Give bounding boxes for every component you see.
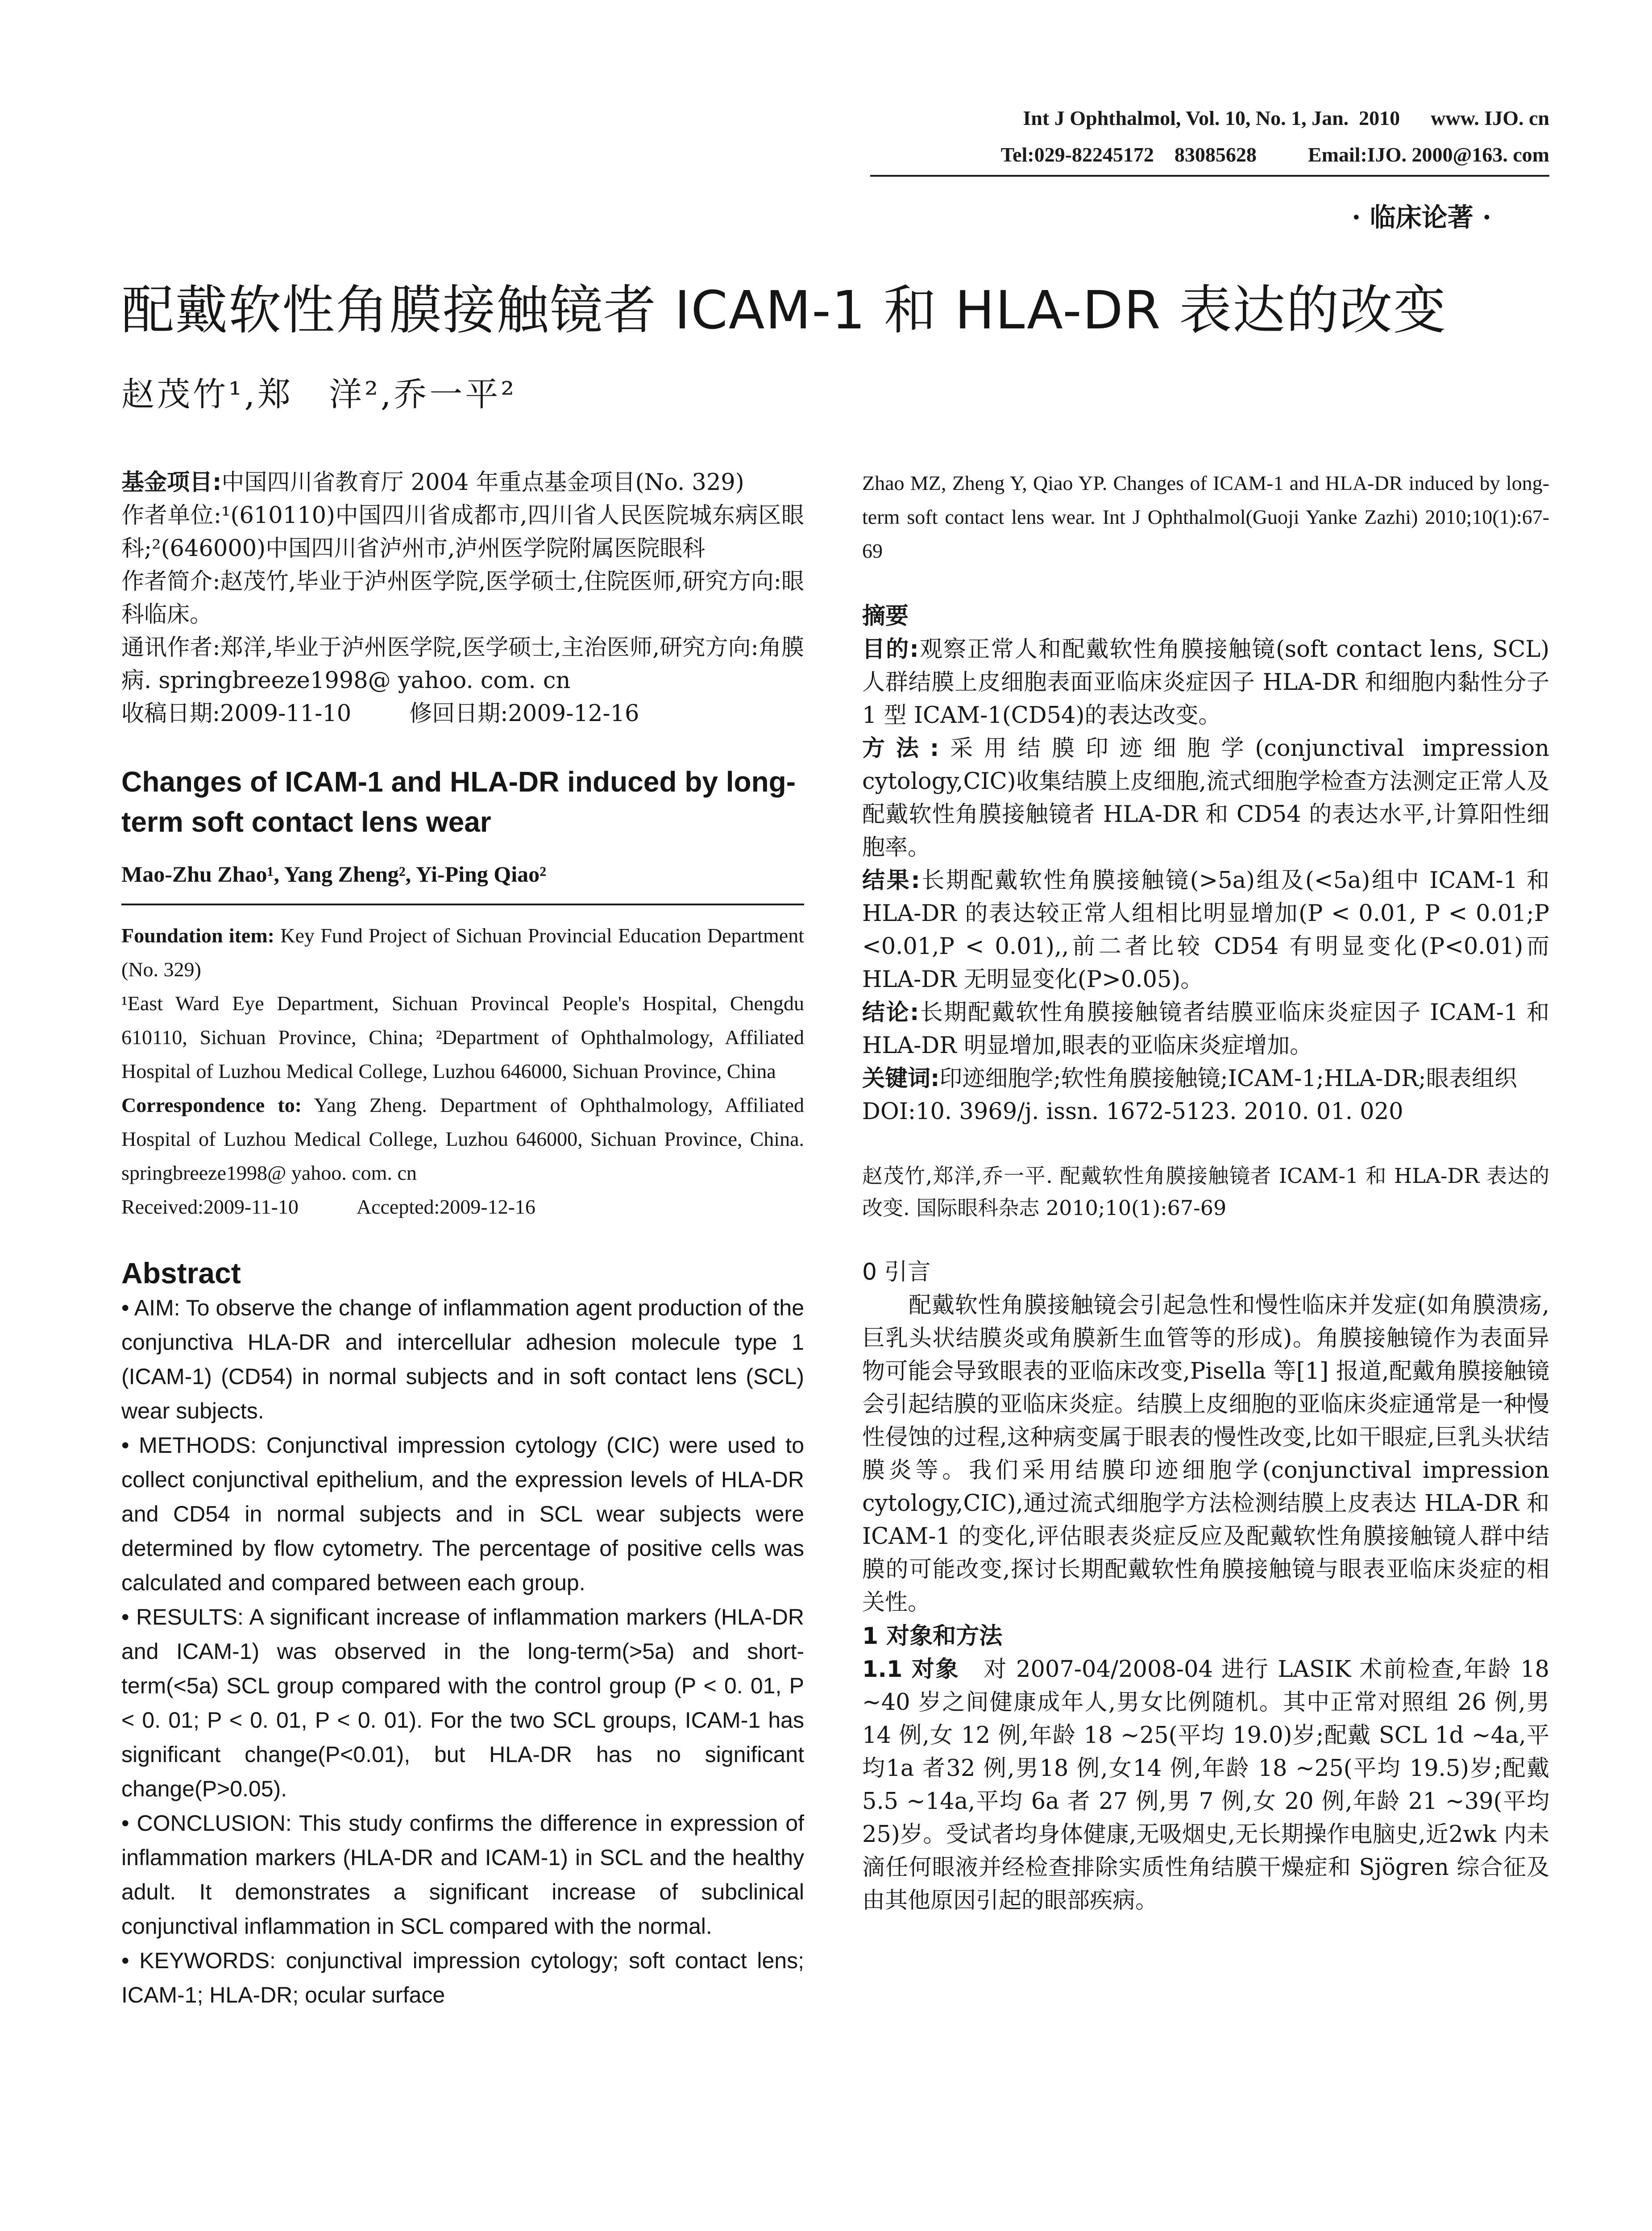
section-label: · 临床论著 · <box>1352 202 1491 232</box>
abstract-results: • RESULTS: A significant increase of inflammation markers (HLA-DR and ICAM-1) was observed in the long-term(>5a) and short-term(<5a) SCL group compared with the control group (P < 0. 01, P < 0. 01; P < 0. 01, P < 0. 01). For the two SCL groups, ICAM-1 has significant change(P<0.01), but HLA-DR has no significant change(P>0.05). <box>121 1605 804 1801</box>
left-column <box>121 466 804 2012</box>
subjects-paragraph: 1.1 对象 对 2007-04/2008-04 进行 LASIK 术前检查,年龄 18 ~40 岁之间健康成年人,男女比例随机。其中正常对照组 26 例,男 14 例,女 12 例,年龄 18 ~25(平均 19.0)岁;配戴 SCL 1d ~4a,平均1a 者32 例,男18 例,女14 例,年龄 18 ~25(平均 19.5)岁;配戴 5.5 ~14a,平均 6a 者 27 例,男 7 例,女 20 例,年龄 21 ~39(平均 25)岁。受试者均身体健康,无吸烟史,无长期操作电脑史,近2wk 内未滴任何眼液并经检查排除实质性角结膜干燥症和 Sjögren 综合征及由其他原因引起的眼部疾病。 <box>862 1656 1549 1914</box>
abstract-cn-keywords: 关键词:印迹细胞学;软性角膜接触镜;ICAM-1;HLA-DR;眼表组织 <box>862 1066 1517 1092</box>
revised-date: 修回日期:2009-12-16 <box>409 701 639 727</box>
affiliation-note: 作者单位:¹(610110)中国四川省成都市,四川省人民医院城东病区眼科;²(646000)中国四川省泸州市,泸州医学院附属医院眼科 <box>121 502 804 562</box>
section-1-heading: 1 对象和方法 <box>862 1623 1003 1650</box>
section-0-heading: 0 引言 <box>862 1259 931 1286</box>
affiliation-en: ¹East Ward Eye Department, Sichuan Provincal People's Hospital, Chengdu 610110, Sichuan Province, China; ²Department of Ophthalmology, Affiliated Hospital of Luzhou Medical College, Luzhou 646000, Sichuan Province, China <box>121 992 804 1082</box>
correspondence-note: 通讯作者:郑洋,毕业于泸州医学院,医学硕士,主治医师,研究方向:角膜病. springbreeze1998@ yahoo. com. cn <box>121 634 804 694</box>
funding-note: 基金项目:中国四川省教育厅 2004 年重点基金项目(No. 329) <box>121 469 744 496</box>
abstract-cn-aim: 目的:观察正常人和配戴软性角膜接触镜(soft contact lens, SCL)人群结膜上皮细胞表面亚临床炎症因子 HLA-DR 和细胞内黏性分子 1 型 ICAM-1(CD54)的表达改变。 <box>862 636 1549 729</box>
author-list: 赵茂竹¹,郑 洋²,乔一平² <box>121 375 517 414</box>
english-authors: Mao-Zhu Zhao¹, Yang Zheng², Yi-Ping Qiao² <box>121 862 547 887</box>
foundation-en: Foundation item: Key Fund Project of Sichuan Provincial Education Department (No. 329) <box>121 924 805 981</box>
dates-en <box>121 1190 804 1224</box>
doi: DOI:10. 3969/j. issn. 1672-5123. 2010. 01. 020 <box>862 1099 1403 1125</box>
abstract-keywords: • KEYWORDS: conjunctival impression cytology; soft contact lens; ICAM-1; HLA-DR; ocular surface <box>121 1948 804 2007</box>
right-column <box>862 466 1549 1917</box>
received-date: 收稿日期:2009-11-10 <box>121 701 352 727</box>
accepted-en: Accepted:2009-12-16 <box>356 1195 535 1218</box>
received-en: Received:2009-11-10 <box>121 1195 299 1218</box>
english-title: Changes of ICAM-1 and HLA-DR induced by long-term soft contact lens wear <box>121 766 796 838</box>
correspondence-en: Correspondence to: Yang Zheng. Department of Ophthalmology, Affiliated Hospital of Luzhou Medical College, Luzhou 646000, Sichuan Province, China. springbreeze1998@ yahoo. com. cn <box>121 1094 804 1184</box>
article-title: 配戴软性角膜接触镜者 ICAM-1 和 HLA-DR 表达的改变 <box>121 279 1447 341</box>
journal-header-line2: Tel:029-82245172 83085628 Email:IJO. 2000@163. com <box>1000 143 1549 166</box>
abstract-cn-results: 结果:长期配戴软性角膜接触镜(>5a)组及(<5a)组中 ICAM-1 和 HLA-DR 的表达较正常人组相比明显增加(P < 0.01, P < 0.01;P <0.01,P < 0.01),,前二者比较 CD54 有明显变化(P<0.01)而 HLA-DR 无明显变化(P>0.05)。 <box>862 867 1549 993</box>
abstract-methods: • METHODS: Conjunctival impression cytology (CIC) were used to collect conjunctival epithelium, and the expression levels of HLA-DR and CD54 in normal subjects and in SCL wear subjects were determined by flow cytometry. The percentage of positive cells was calculated and compared between each group. <box>121 1433 804 1595</box>
abstract-cn-heading: 摘要 <box>862 603 909 630</box>
journal-header-line1: Int J Ophthalmol, Vol. 10, No. 1, Jan. 2010 www. IJO. cn <box>1023 107 1549 129</box>
citation-cn: 赵茂竹,郑洋,乔一平. 配戴软性角膜接触镜者 ICAM-1 和 HLA-DR 表达的改变. 国际眼科杂志 2010;10(1):67-69 <box>862 1164 1549 1220</box>
abstract-conclusion: • CONCLUSION: This study confirms the difference in expression of inflammation markers (HLA-DR and ICAM-1) in SCL and the healthy adult. It demonstrates a significant increase of subclinical conjunctival inflammation in SCL compared with the normal. <box>121 1811 804 1939</box>
abstract-heading: Abstract <box>121 1256 241 1290</box>
citation-en: Zhao MZ, Zheng Y, Qiao YP. Changes of ICAM-1 and HLA-DR induced by long-term soft contact lens wear. Int J Ophthalmol(Guoji Yanke Zazhi) 2010;10(1):67-69 <box>862 472 1549 562</box>
abstract-aim: • AIM: To observe the change of inflammation agent production of the conjunctiva HLA-DR and intercellular adhesion molecule type 1 (ICAM-1) (CD54) in normal subjects and in soft contact lens (SCL) wear subjects. <box>121 1295 804 1423</box>
dates <box>121 697 804 730</box>
title-rule <box>121 904 804 905</box>
abstract-cn-methods: 方法:采用结膜印迹细胞学(conjunctival impression cytology,CIC)收集结膜上皮细胞,流式细胞学检查方法测定正常人及配戴软性角膜接触镜者 HLA-DR 和 CD54 的表达水平,计算阳性细胞率。 <box>862 735 1549 861</box>
header-rule <box>870 175 1549 177</box>
introduction-paragraph: 配戴软性角膜接触镜会引起急性和慢性临床并发症(如角膜溃疡,巨乳头状结膜炎或角膜新生血管等的形成)。角膜接触镜作为表面异物可能会导致眼表的亚临床改变,Pisella 等[1] 报道,配戴角膜接触镜会引起结膜的亚临床炎症。结膜上皮细胞的亚临床炎症通常是一种慢性侵蚀的过程,这种病变属于眼表的慢性改变,比如干眼症,巨乳头状结膜炎等。我们采用结膜印迹细胞学(conjunctival impression cytology,CIC),通过流式细胞学方法检测结膜上皮表达 HLA-DR 和 ICAM-1 的变化,评估眼表炎症反应及配戴软性角膜接触镜人群中结膜的可能改变,探讨长期配戴软性角膜接触镜与眼表亚临床炎症的相关性。 <box>862 1292 1549 1616</box>
author-bio: 作者简介:赵茂竹,毕业于泸州医学院,医学硕士,住院医师,研究方向:眼科临床。 <box>121 568 804 628</box>
abstract-cn-conclusion: 结论:长期配戴软性角膜接触镜者结膜亚临床炎症因子 ICAM-1 和 HLA-DR 明显增加,眼表的亚临床炎症增加。 <box>862 999 1549 1059</box>
